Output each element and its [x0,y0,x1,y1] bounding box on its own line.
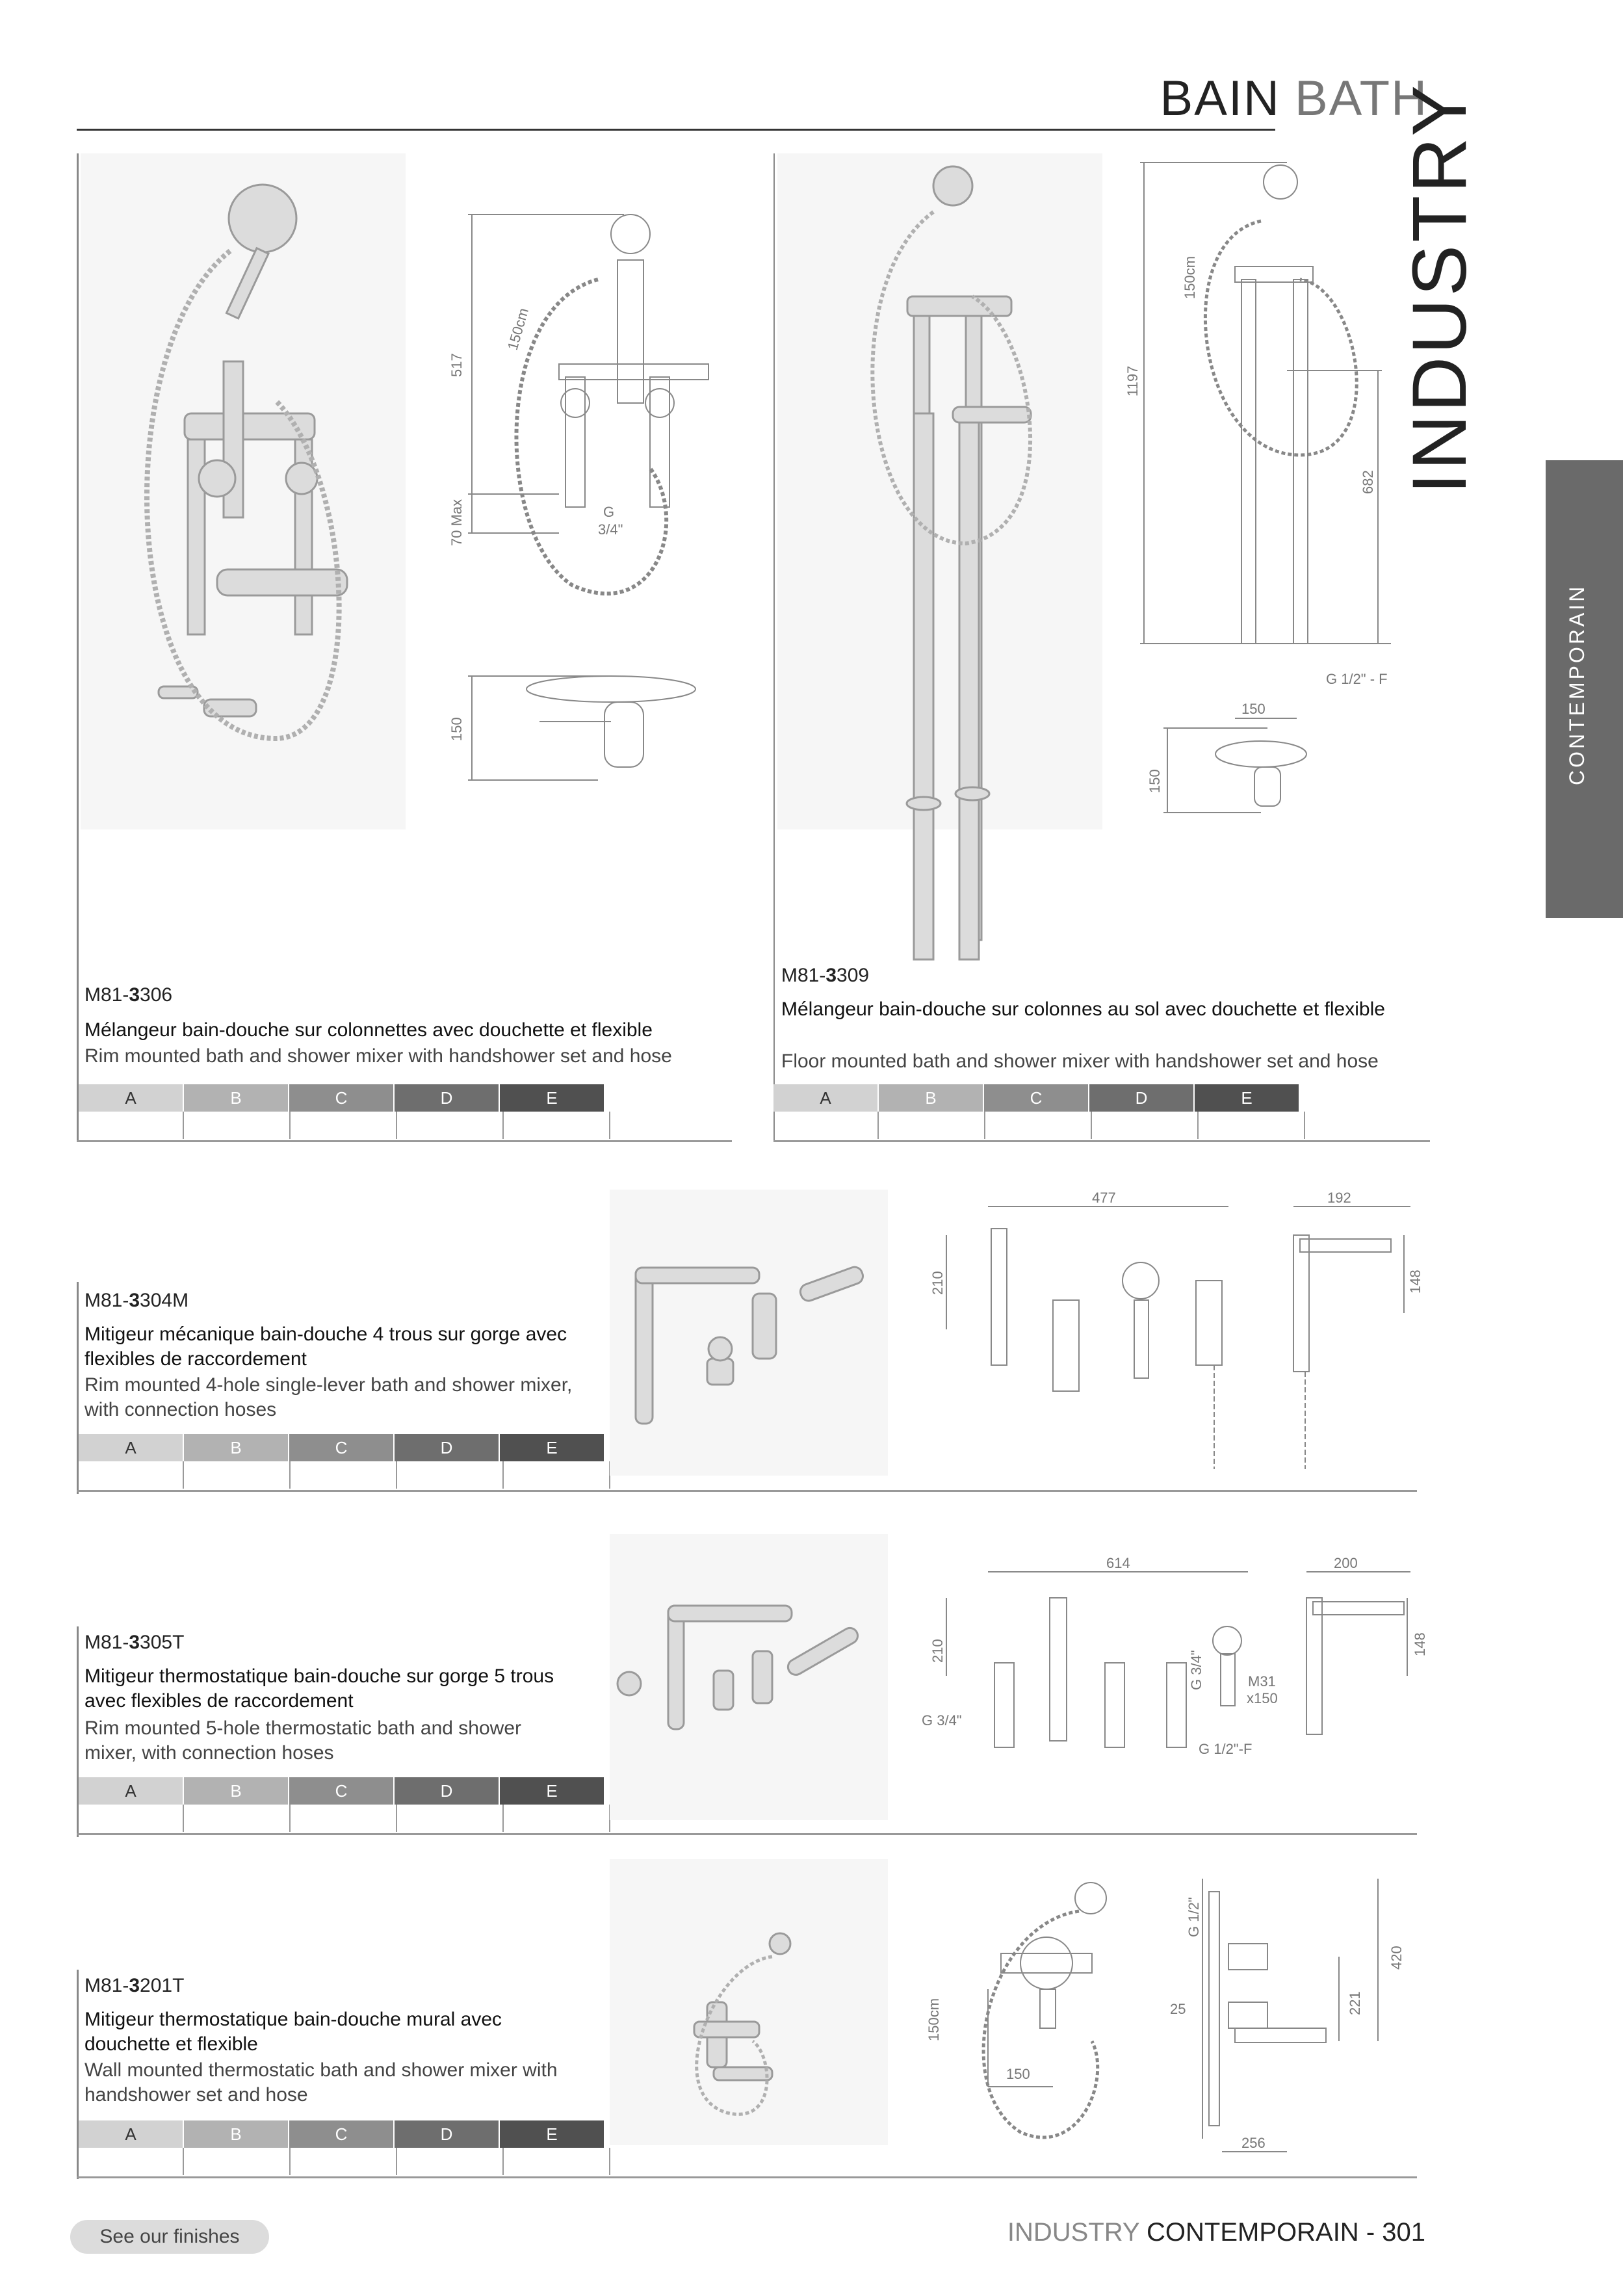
code-suffix: 305T [140,1632,185,1653]
dim-3306-g: G [603,504,615,520]
tech-drawing-3201 [923,1872,1417,2165]
finish-e[interactable]: E [500,1777,604,1805]
drawing-3309 [1124,156,1417,845]
tech-drawing-3306 [442,208,741,806]
dim-3305-g2: G 3/4" [1188,1650,1204,1690]
dim-3304-w2: 192 [1327,1190,1351,1206]
code-prefix: M81- [781,965,826,986]
product-code-3305 [84,1632,184,1654]
dim-3309-width: 150 [1147,769,1163,793]
header-bain: BAIN [1160,71,1280,126]
finish-swatches-3309 [773,1084,1300,1112]
section-tab[interactable] [1546,460,1623,918]
dim-3309-g: G 1/2" - F [1326,671,1388,687]
page-number: 301 [1382,2218,1425,2247]
row-rule-4 [77,1833,1417,1835]
dim-3305-h2: 148 [1412,1632,1428,1656]
mixer-3304-photo [610,1190,888,1476]
dim-3305-width: 614 [1106,1555,1130,1571]
product-desc-en-3201: Wall mounted thermostatic bath and shower mixer with handshower set and hose [84,2059,558,2106]
collection-title: INDUSTRY [1397,82,1483,494]
drawing-3306 [442,208,741,806]
dim-3305-m: M31 [1248,1673,1276,1689]
code-bold: 3 [129,984,140,1006]
drawing-3201 [923,1872,1417,2165]
dim-3306-height: 517 [448,353,465,377]
product-photo-3304 [610,1190,888,1476]
tech-drawing-3305 [916,1546,1430,1780]
product-photo-3309 [777,153,1102,829]
product-desc-fr-3305: Mitigeur thermostatique bain-douche sur gorge 5 trous avec flexibles de raccordement [84,1665,554,1712]
dim-3305-m2: x150 [1247,1690,1278,1706]
finish-c[interactable]: C [289,1777,393,1805]
product-photo-3306 [81,153,406,829]
finish-e[interactable]: E [1195,1084,1299,1112]
row-rule-1 [77,1140,732,1142]
product-code-3304 [84,1290,188,1312]
mixer-3201-photo [610,1859,888,2145]
dim-3309-height: 1197 [1124,365,1141,397]
dim-3305-g3: G 1/2"-F [1199,1741,1253,1757]
finish-swatches-3305 [79,1777,605,1805]
code-suffix: 309 [837,965,870,986]
finish-swatches-3201 [79,2120,605,2148]
dim-3304-height: 210 [929,1271,946,1295]
finish-b[interactable]: B [184,2120,288,2148]
tech-drawing-3304 [916,1183,1430,1482]
product-desc-fr-3306: Mélangeur bain-douche sur colonnettes avec douchette et flexible [84,1019,653,1041]
finish-d[interactable]: D [395,1084,499,1112]
page-header [1160,70,1428,127]
code-prefix: M81- [84,1975,129,1996]
mixer-3309-photo [777,153,1102,829]
section-tab-label: CONTEMPORAIN [1565,584,1589,785]
product-desc-en-3304: Rim mounted 4-hole single-lever bath and shower mixer, with connection hoses [84,1374,573,1420]
code-prefix: M81- [84,1632,129,1653]
code-bold: 3 [129,1290,140,1311]
drawing-3304 [916,1183,1430,1482]
code-bold: 3 [129,1632,140,1653]
finish-row-3201 [79,2148,612,2175]
footer-sep: - [1358,2218,1383,2247]
dim-3201-w256: 256 [1241,2135,1266,2151]
dim-3201-width: 150 [1006,2066,1030,2082]
finish-b[interactable]: B [184,1084,288,1112]
product-photo-3305 [610,1534,888,1820]
finish-a[interactable]: A [79,1434,183,1461]
dim-3306-max: 70 Max [448,499,465,546]
product-desc-en-3306: Rim mounted bath and shower mixer with handshower set and hose [84,1045,672,1067]
column-separator [773,153,775,1141]
finish-swatches-3304 [79,1434,605,1461]
mixer-3306-photo [81,153,406,829]
mixer-3305-photo [610,1534,888,1820]
finish-b[interactable]: B [184,1434,288,1461]
code-suffix: 304M [140,1290,189,1311]
product-photo-3201 [610,1859,888,2145]
dim-3309-hose: 150cm [1182,255,1198,299]
finish-d[interactable]: D [395,2120,499,2148]
finish-row-3309 [773,1112,1306,1139]
dim-3305-height: 210 [929,1639,946,1663]
see-finishes-button[interactable]: See our finishes [70,2220,269,2254]
footer-sub: CONTEMPORAIN [1147,2218,1359,2247]
frame-left-top [77,153,79,1141]
finish-c[interactable]: C [289,2120,393,2148]
product-desc-fr-3304: Mitigeur mécanique bain-douche 4 trous sur gorge avec flexibles de raccordement [84,1324,567,1370]
dim-3201-h420: 420 [1388,1946,1405,1970]
finish-b[interactable]: B [879,1084,983,1112]
code-prefix: M81- [84,984,129,1006]
product-code-3201 [84,1975,184,1997]
finish-row-3305 [79,1805,612,1832]
finish-d[interactable]: D [395,1434,499,1461]
finish-a[interactable]: A [773,1084,877,1112]
product-code-3306 [84,984,172,1006]
dim-3304-h2: 148 [1407,1270,1423,1294]
product-desc-en-3305: Rim mounted 5-hole thermostatic bath and shower mixer, with connection hoses [84,1717,522,1764]
row-rule-2 [773,1140,1430,1142]
finish-row-3304 [79,1461,612,1489]
code-bold: 3 [129,1975,140,1996]
dim-3201-g: G 1/2" [1186,1897,1202,1937]
dim-3201-h221: 221 [1347,1991,1363,2015]
drawing-3305 [916,1546,1430,1780]
dim-3306-g2: 3/4" [598,521,623,538]
finish-a[interactable]: A [79,1777,183,1805]
dim-3304-width: 477 [1092,1190,1116,1206]
finish-row-3306 [79,1112,612,1139]
code-bold: 3 [825,965,837,986]
dim-3305-w2: 200 [1334,1555,1358,1571]
finish-c[interactable]: C [289,1084,393,1112]
finish-e[interactable]: E [500,1084,604,1112]
dim-3201-d25: 25 [1170,2001,1186,2017]
product-code-3309 [781,965,869,987]
finish-e[interactable]: E [500,1434,604,1461]
dim-3309-h2: 682 [1360,470,1376,494]
dim-3306-width: 150 [448,717,465,741]
product-desc-fr-3309: Mélangeur bain-douche sur colonnes au sol avec douchette et flexible [781,998,1385,1020]
code-prefix: M81- [84,1290,129,1311]
dim-3305-g1: G 3/4" [922,1712,962,1729]
header-rule [77,129,1275,131]
dim-3309-w2: 150 [1241,701,1266,717]
product-desc-en-3309: Floor mounted bath and shower mixer with handshower set and hose [781,1050,1379,1072]
dim-3201-hose: 150cm [926,1998,942,2041]
dim-3306-hose: 150cm [504,306,532,352]
finish-d[interactable]: D [395,1777,499,1805]
footer-collection: INDUSTRY [1007,2218,1139,2247]
page-footer [1007,2218,1425,2247]
row-rule-3 [77,1490,1417,1492]
code-suffix: 306 [140,984,173,1006]
header-bath: BATH [1294,71,1428,126]
finish-c[interactable]: C [984,1084,1088,1112]
finish-a[interactable]: A [79,2120,183,2148]
finish-e[interactable]: E [500,2120,604,2148]
finish-b[interactable]: B [184,1777,288,1805]
finish-c[interactable]: C [289,1434,393,1461]
finish-a[interactable]: A [79,1084,183,1112]
finish-swatches-3306 [79,1084,605,1112]
tech-drawing-3309 [1124,156,1417,845]
code-suffix: 201T [140,1975,185,1996]
finish-d[interactable]: D [1089,1084,1193,1112]
row-rule-5 [77,2176,1417,2178]
product-desc-fr-3201: Mitigeur thermostatique bain-douche mural avec douchette et flexible [84,2009,502,2055]
